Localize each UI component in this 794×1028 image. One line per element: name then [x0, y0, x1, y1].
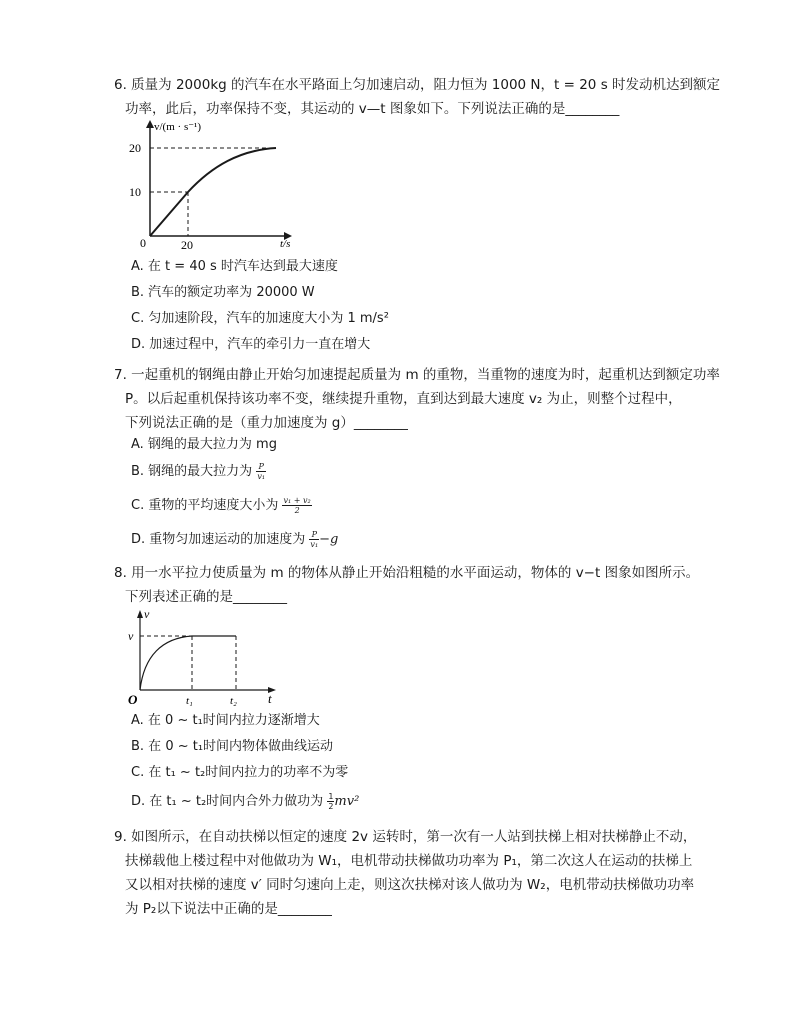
- q8-xtick-t2: t₂: [230, 695, 237, 706]
- q7-stem-line2: P。以后起重机保持该功率不变，继续提升重物，直到达到最大速度 v₂ 为止，则整个过程中，: [125, 391, 682, 407]
- q6-stem-line1: 6. 质量为 2000kg 的汽车在水平路面上匀加速启动，阻力恒为 1000 N，t = 20 s 时发动机达到额定: [114, 77, 721, 93]
- q8-x-label: t: [268, 691, 272, 706]
- q9-stem-line4: 为 P₂以下说法中正确的是________: [125, 901, 332, 917]
- q9-stem-line1: 9. 如图所示，在自动扶梯以恒定的速度 2v 运转时，第一次有一人站到扶梯上相对扶梯静止不动，: [114, 829, 697, 845]
- q8-option-d-fraction: $\frac{1}{2}$: [328, 792, 334, 811]
- q8-option-a[interactable]: A. 在 0 ~ t₁时间内拉力逐渐增大: [131, 713, 320, 728]
- q6-stem-line2: 功率，此后，功率保持不变，其运动的 v—t 图象如下。下列说法正确的是________: [125, 101, 620, 117]
- q8-option-d-text: D. 在 t₁ ~ t₂时间内合外力做功为: [131, 794, 324, 809]
- q8-ytick-v: v: [128, 629, 134, 643]
- q6-y-label: v/(m · s⁻¹): [154, 121, 201, 133]
- q7-option-c-fraction: $\frac{\text{v₁ + v₂}}{2}$: [283, 496, 311, 515]
- q8-y-arrow: [137, 610, 143, 618]
- q8-vt-graph: [122, 606, 286, 706]
- q7-option-d-tail: −g: [319, 532, 339, 547]
- q6-velocity-curve: [150, 148, 276, 236]
- q7-stem-line3: 下列说法正确的是（重力加速度为 g）________: [125, 415, 408, 431]
- q9-stem-line3: 又以相对扶梯的速度 v′ 同时匀速向上走，则这次扶梯对该人做功为 W₂，电机带动扶梯做功功率: [125, 877, 695, 893]
- q8-y-label: v: [144, 607, 150, 621]
- q6-vt-graph: [120, 116, 300, 252]
- q8-xtick-t1: t₁: [186, 695, 193, 706]
- q9-stem-line2: 扶梯载他上楼过程中对他做功为 W₁，电机带动扶梯做功功率为 P₁，第二次这人在运动的扶梯上: [125, 853, 693, 869]
- q6-x-label: t/s: [280, 238, 291, 250]
- q7-option-b-text: B. 钢绳的最大拉力为: [131, 464, 253, 479]
- q6-option-d[interactable]: D. 加速过程中，汽车的牵引力一直在增大: [131, 337, 371, 352]
- q6-option-c[interactable]: C. 匀加速阶段，汽车的加速度大小为 1 m/s²: [131, 311, 389, 326]
- q8-velocity-curve: [140, 636, 236, 690]
- q7-option-b[interactable]: [131, 462, 266, 481]
- q7-option-b-fraction: $\frac{P}{\text{v₁}}$: [257, 462, 266, 481]
- q8-option-b[interactable]: B. 在 0 ~ t₁时间内物体做曲线运动: [131, 739, 334, 754]
- q6-option-a[interactable]: A. 在 t = 40 s 时汽车达到最大速度: [131, 259, 338, 274]
- q8-stem-line1: 8. 用一水平拉力使质量为 m 的物体从静止开始沿粗糙的水平面运动，物体的 v−t 图象如图所示。: [114, 565, 700, 581]
- q7-option-d[interactable]: [131, 530, 338, 549]
- q7-option-c[interactable]: [131, 496, 312, 515]
- q7-option-d-fraction: $\frac{P}{\text{v₁}}$: [310, 530, 319, 549]
- q8-option-c[interactable]: C. 在 t₁ ~ t₂时间内拉力的功率不为零: [131, 765, 349, 780]
- q6-origin: 0: [140, 236, 146, 250]
- q7-option-c-text: C. 重物的平均速度大小为: [131, 498, 279, 513]
- q7-option-a[interactable]: A. 钢绳的最大拉力为 mg: [131, 437, 277, 452]
- q8-origin: O: [128, 692, 138, 706]
- q6-ytick-20: 20: [129, 141, 141, 155]
- q6-xtick-20: 20: [181, 238, 193, 252]
- q8-stem-line2: 下列表述正确的是________: [125, 589, 287, 605]
- q7-option-d-text: D. 重物匀加速运动的加速度为: [131, 532, 306, 547]
- q7-stem-line1: 7. 一起重机的钢绳由静止开始匀加速提起质量为 m 的重物，当重物的速度为时，起重机达到额定功率: [114, 367, 720, 383]
- q6-option-b[interactable]: B. 汽车的额定功率为 20000 W: [131, 285, 315, 300]
- q6-ytick-10: 10: [129, 185, 141, 199]
- q6-y-arrow: [146, 120, 154, 128]
- q8-option-d-tail: mv²: [334, 794, 360, 809]
- q8-option-d[interactable]: [131, 792, 359, 811]
